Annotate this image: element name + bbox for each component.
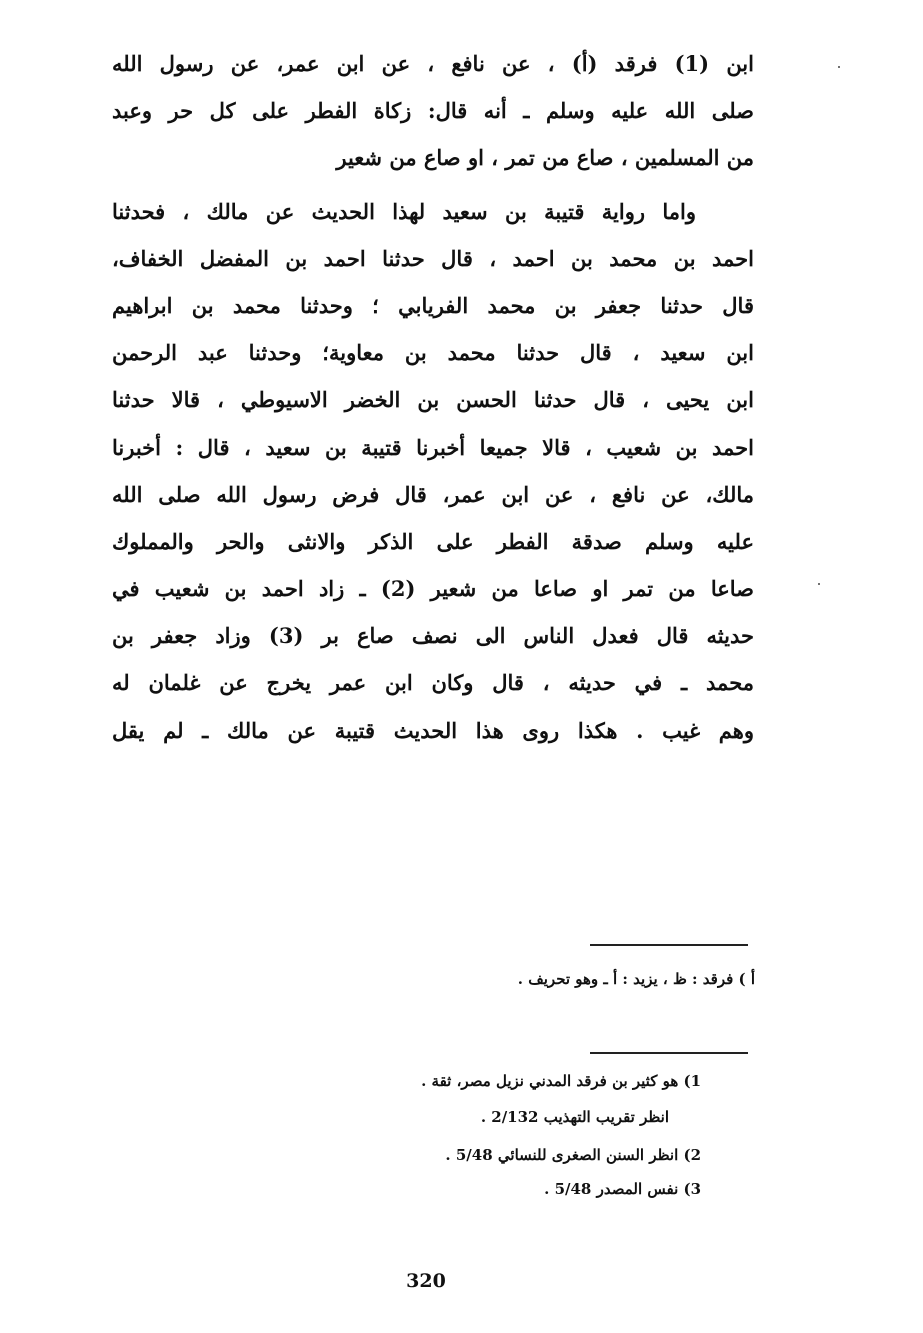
text-line: مالك، عن نافع ، عن ابن عمر، قال فرض رسول الله صلى الله <box>112 481 754 507</box>
text-line: ابن (1) فرقد (أ) ، عن نافع ، عن ابن عمر، عن رسول الله <box>112 51 754 76</box>
text-line: واما رواية قتيبة بن سعيد لهذا الحديث عن مالك ، فحدثنا <box>112 198 696 224</box>
text-line: صلى الله عليه وسلم ـ أنه قال: زكاة الفطر على كل حر وعبد <box>112 98 754 124</box>
main-text-block <box>112 40 754 754</box>
text-line: وهم غيب . هكذا روى هذا الحديث قتيبة عن مالك ـ لم يقل <box>112 717 754 743</box>
footnote-1: 1) هو كثير بن فرقد المدني نزيل مصر، ثقة . <box>421 1072 701 1090</box>
variant-note-divider <box>590 944 748 946</box>
footnote-2: 2) انظر السنن الصغرى للنسائي 5/48 . <box>445 1146 701 1164</box>
text-line: قال حدثنا جعفر بن محمد الفريابي ؛ وحدثنا محمد بن ابراهيم <box>112 292 754 318</box>
text-line: عليه وسلم صدقة الفطر على الذكر والانثى والحر والمملوك <box>112 528 754 554</box>
footnote-3: 3) نفس المصدر 5/48 . <box>544 1180 701 1198</box>
footnote-1-continuation: انظر تقريب التهذيب 2/132 . <box>480 1108 669 1126</box>
text-line: احمد بن محمد بن احمد ، قال حدثنا احمد بن المفضل الخفاف، <box>112 245 754 271</box>
text-line: من المسلمين ، صاع من تمر ، او صاع من شعير <box>336 145 754 171</box>
scan-speck <box>838 66 840 68</box>
text-line: محمد ـ في حديثه ، قال وكان ابن عمر يخرج عن غلمان له <box>112 670 754 696</box>
text-line: ابن يحيى ، قال حدثنا الحسن بن الخضر الاسيوطي ، قالا حدثنا <box>112 387 754 413</box>
text-line: ابن سعيد ، قال حدثنا محمد بن معاوية؛ وحدثنا عبد الرحمن <box>112 340 754 366</box>
footnotes-divider <box>590 1052 748 1054</box>
scan-speck <box>818 583 820 585</box>
variant-reading-note: أ ) فرقد : ظ ، يزيد : أ ـ وهو تحريف . <box>517 970 755 988</box>
text-line: احمد بن شعيب ، قالا جميعا أخبرنا قتيبة بن سعيد ، قال : أخبرنا <box>112 434 754 460</box>
text-line: صاعا من تمر او صاعا من شعير (2) ـ زاد احمد بن شعيب في <box>112 576 754 602</box>
text-line: حديثه قال فعدل الناس الى نصف صاع بر (3) وزاد جعفر بن <box>112 623 754 649</box>
page-number: 320 <box>406 1270 446 1292</box>
